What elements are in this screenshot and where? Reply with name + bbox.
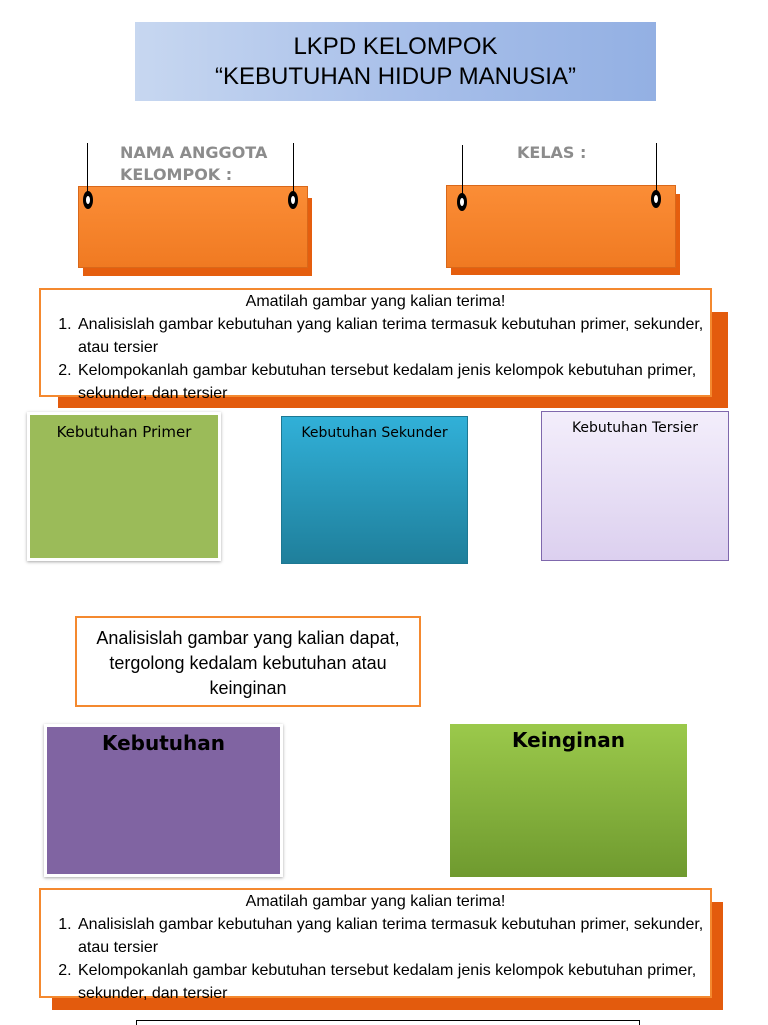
instructions-2-list xyxy=(41,913,710,1005)
tersier-label: Kebutuhan Tersier xyxy=(571,420,699,436)
kebutuhan-primer-box[interactable] xyxy=(27,412,221,561)
kelas-field[interactable] xyxy=(446,185,676,268)
page-title xyxy=(135,22,656,101)
pin-icon xyxy=(83,191,93,209)
instruction-item: 1. Analisislah gambar kebutuhan yang kalian terima termasuk kebutuhan primer, sekunder, atau tersier xyxy=(76,913,710,959)
kebutuhan-box[interactable] xyxy=(44,724,283,877)
bottom-box-edge xyxy=(136,1020,640,1025)
instructions-2-heading: Amatilah gambar yang kalian terima! xyxy=(245,893,506,910)
primer-label: Kebutuhan Primer xyxy=(56,423,192,441)
nama-anggota-label xyxy=(120,142,267,186)
sekunder-label: Kebutuhan Sekunder xyxy=(301,425,448,441)
kebutuhan-sekunder-box[interactable] xyxy=(281,416,468,564)
pin-string xyxy=(87,143,88,193)
nama-label-line-1: NAMA ANGGOTA xyxy=(120,143,268,162)
instruction-item: 2. Kelompokanlah gambar kebutuhan tersebut kedalam jenis kelompok kebutuhan primer, sekunder, dan tersier xyxy=(76,359,710,405)
instructions-list xyxy=(41,313,710,405)
title-line-2: “KEBUTUHAN HIDUP MANUSIA” xyxy=(215,63,576,90)
question-text: Analisislah gambar yang kalian dapat, tergolong kedalam kebutuhan atau keinginan xyxy=(96,628,400,698)
instruction-item: 2. Kelompokanlah gambar kebutuhan tersebut kedalam jenis kelompok kebutuhan primer, sekunder, dan tersier xyxy=(76,959,710,1005)
instructions-box xyxy=(39,288,712,402)
pin-string xyxy=(462,145,463,195)
instructions-heading: Amatilah gambar yang kalian terima! xyxy=(245,293,506,310)
keinginan-label: Keinginan xyxy=(512,728,625,752)
pin-icon xyxy=(457,193,467,211)
kebutuhan-label: Kebutuhan xyxy=(101,731,226,755)
pin-string xyxy=(656,143,657,193)
kebutuhan-tersier-box[interactable] xyxy=(541,411,729,561)
title-line-1: LKPD KELOMPOK xyxy=(293,33,498,60)
pin-string xyxy=(293,143,294,193)
instructions-box-2 xyxy=(39,888,712,1002)
kelas-label: KELAS : xyxy=(517,143,587,162)
nama-label-line-2: KELOMPOK : xyxy=(120,165,233,184)
nama-anggota-field[interactable] xyxy=(78,186,308,268)
instruction-item: 1. Analisislah gambar kebutuhan yang kalian terima termasuk kebutuhan primer, sekunder, atau tersier xyxy=(76,313,710,359)
question-box xyxy=(75,616,421,707)
keinginan-box[interactable] xyxy=(450,724,687,877)
pin-icon xyxy=(651,190,661,208)
pin-icon xyxy=(288,191,298,209)
